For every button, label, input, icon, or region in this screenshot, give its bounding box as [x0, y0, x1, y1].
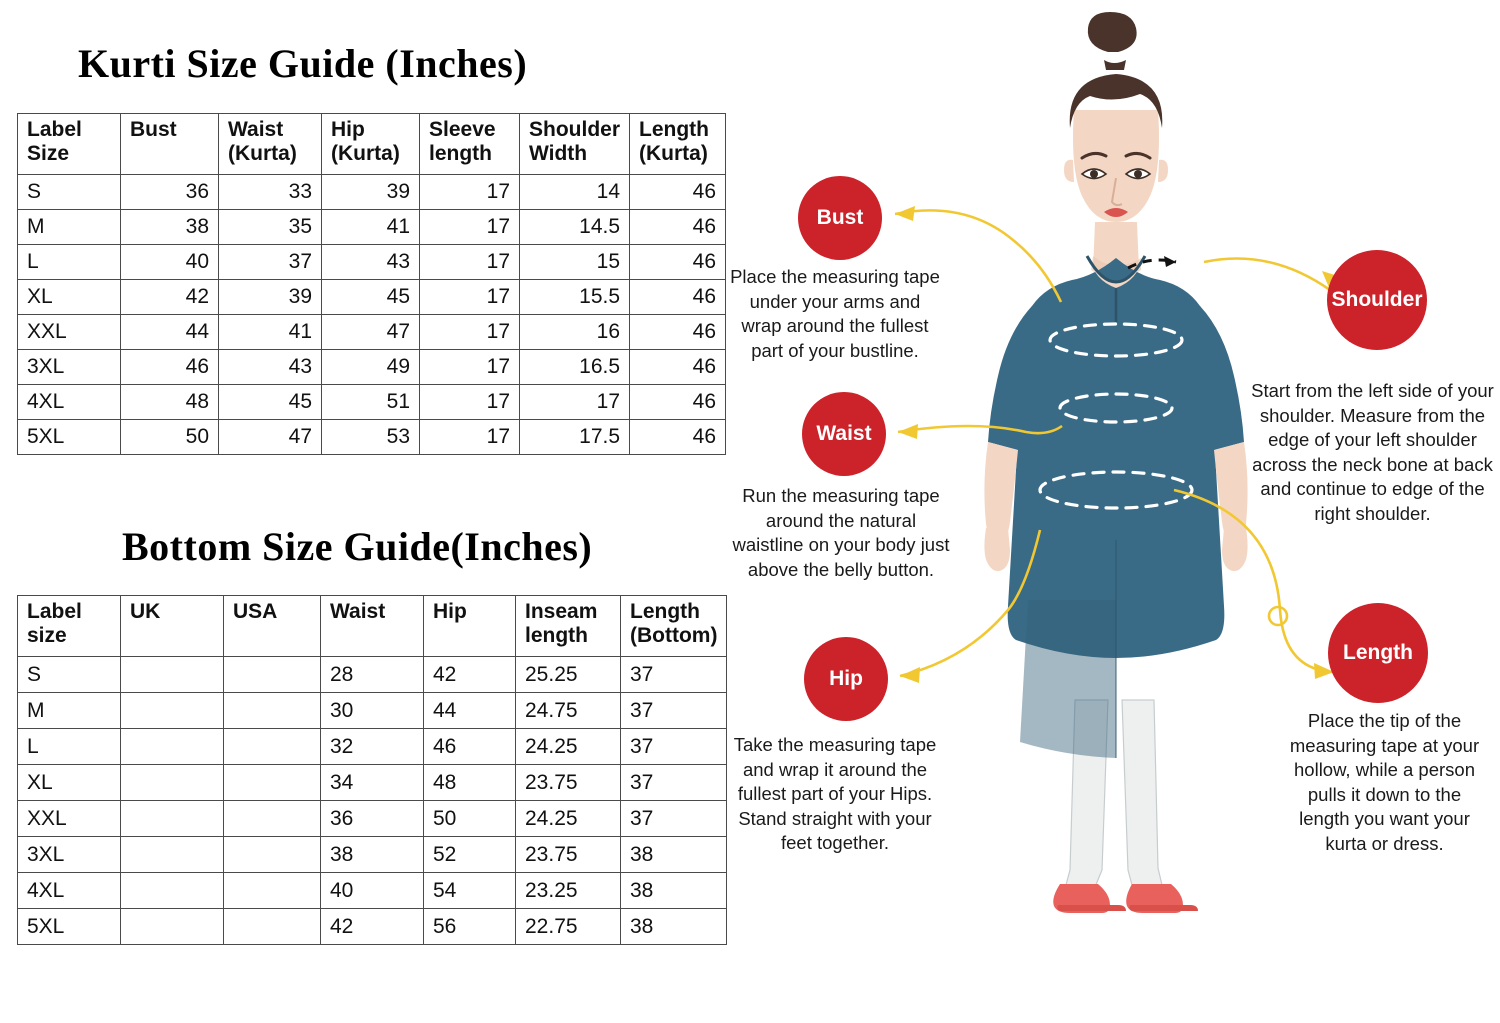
badge-length[interactable]: Length: [1328, 603, 1428, 703]
cell-sleeve-length: 17: [420, 420, 520, 455]
cell-length-bottom: 38: [621, 873, 727, 909]
cell-uk: [121, 657, 224, 693]
table-row: [18, 280, 726, 315]
cell-length: 46: [630, 420, 726, 455]
cell-inseam-length: 22.75: [516, 909, 621, 945]
cell-length: 46: [630, 315, 726, 350]
cell-shoulder-width: 16.5: [520, 350, 630, 385]
cell-label-size: S: [18, 175, 121, 210]
column-header-sleeve-length: Sleeve length: [420, 114, 520, 175]
column-header-waist-kurta: Waist (Kurta): [219, 114, 322, 175]
table-row: [18, 350, 726, 385]
cell-sleeve-length: 17: [420, 245, 520, 280]
cell-hip: 48: [424, 765, 516, 801]
kurti-size-table: [17, 113, 726, 455]
cell-hip: 42: [424, 657, 516, 693]
cell-waist: 45: [219, 385, 322, 420]
cell-shoulder-width: 17.5: [520, 420, 630, 455]
badge-bust[interactable]: Bust: [798, 176, 882, 260]
table-row: [18, 693, 727, 729]
cell-sleeve-length: 17: [420, 350, 520, 385]
cell-shoulder-width: 15: [520, 245, 630, 280]
cell-inseam-length: 23.75: [516, 765, 621, 801]
cell-inseam-length: 24.25: [516, 801, 621, 837]
cell-waist: 42: [321, 909, 424, 945]
cell-label-size: S: [18, 657, 121, 693]
cell-shoulder-width: 15.5: [520, 280, 630, 315]
cell-length: 46: [630, 210, 726, 245]
cell-waist: 40: [321, 873, 424, 909]
cell-length-bottom: 38: [621, 837, 727, 873]
cell-hip: 56: [424, 909, 516, 945]
caption-shoulder: Start from the left side of your shoulder. Measure from the edge of your left shoulder across the neck bone at back and continue to edge of the right shoulder.: [1251, 380, 1494, 524]
cell-hip: 53: [322, 420, 420, 455]
cell-waist: 47: [219, 420, 322, 455]
cell-length: 46: [630, 245, 726, 280]
column-header-hip-kurta: Hip (Kurta): [322, 114, 420, 175]
cell-shoulder-width: 14.5: [520, 210, 630, 245]
cell-usa: [224, 693, 321, 729]
cell-bust: 40: [121, 245, 219, 280]
table-row: [18, 245, 726, 280]
cell-label-size: 3XL: [18, 350, 121, 385]
measurement-diagram: [730, 0, 1500, 1023]
cell-bust: 38: [121, 210, 219, 245]
cell-waist: 30: [321, 693, 424, 729]
badge-waist[interactable]: Waist: [802, 392, 886, 476]
cell-bust: 48: [121, 385, 219, 420]
cell-length: 46: [630, 350, 726, 385]
column-header-uk: UK: [121, 596, 224, 657]
cell-bust: 36: [121, 175, 219, 210]
caption-waist: Run the measuring tape around the natural waistline on your body just above the belly button.: [732, 485, 950, 580]
cell-uk: [121, 801, 224, 837]
cell-inseam-length: 24.75: [516, 693, 621, 729]
cell-uk: [121, 837, 224, 873]
cell-length: 46: [630, 385, 726, 420]
table-row: [18, 801, 727, 837]
cell-waist: 41: [219, 315, 322, 350]
column-header-hip: Hip: [424, 596, 516, 657]
cell-hip: 39: [322, 175, 420, 210]
column-header-shoulder-width: Shoulder Width: [520, 114, 630, 175]
cell-usa: [224, 657, 321, 693]
cell-label-size: 4XL: [18, 873, 121, 909]
caption-bust: Place the measuring tape under your arms and wrap around the fullest part of your bustline.: [730, 266, 940, 361]
cell-hip: 52: [424, 837, 516, 873]
table-row: [18, 210, 726, 245]
table-row: [18, 315, 726, 350]
column-header-bust: Bust: [121, 114, 219, 175]
cell-label-size: L: [18, 729, 121, 765]
length-connector-dot: [1269, 607, 1287, 625]
cell-shoulder-width: 16: [520, 315, 630, 350]
cell-label-size: M: [18, 210, 121, 245]
cell-uk: [121, 765, 224, 801]
cell-shoulder-width: 17: [520, 385, 630, 420]
column-header-length-bottom: Length (Bottom): [621, 596, 727, 657]
cell-label-size: XXL: [18, 315, 121, 350]
cell-inseam-length: 23.25: [516, 873, 621, 909]
table-row: [18, 175, 726, 210]
shoulder-tape-arrowhead: [1164, 256, 1176, 267]
cell-hip: 43: [322, 245, 420, 280]
bottom-size-guide-title: Bottom Size Guide(Inches): [122, 524, 593, 569]
cell-waist: 39: [219, 280, 322, 315]
cell-sleeve-length: 17: [420, 385, 520, 420]
cell-waist: 38: [321, 837, 424, 873]
cell-waist: 33: [219, 175, 322, 210]
cell-label-size: L: [18, 245, 121, 280]
cell-inseam-length: 25.25: [516, 657, 621, 693]
cell-label-size: 4XL: [18, 385, 121, 420]
cell-usa: [224, 837, 321, 873]
cell-length: 46: [630, 175, 726, 210]
cell-inseam-length: 24.25: [516, 729, 621, 765]
table-row: [18, 765, 727, 801]
table-header-row: [18, 114, 726, 175]
cell-hip: 50: [424, 801, 516, 837]
cell-hip: 49: [322, 350, 420, 385]
cell-bust: 44: [121, 315, 219, 350]
cell-usa: [224, 873, 321, 909]
waist-arrowhead: [898, 424, 918, 439]
cell-waist: 43: [219, 350, 322, 385]
cell-uk: [121, 873, 224, 909]
cell-waist: 35: [219, 210, 322, 245]
cell-hip: 47: [322, 315, 420, 350]
cell-label-size: M: [18, 693, 121, 729]
cell-waist: 37: [219, 245, 322, 280]
cell-hip: 45: [322, 280, 420, 315]
table-row: [18, 420, 726, 455]
cell-length-bottom: 37: [621, 765, 727, 801]
cell-uk: [121, 693, 224, 729]
cell-sleeve-length: 17: [420, 280, 520, 315]
badge-shoulder[interactable]: Shoulder: [1327, 250, 1427, 350]
caption-hip: Take the measuring tape and wrap it around the fullest part of your Hips. Stand straight with your feet together.: [733, 734, 937, 854]
cell-waist: 28: [321, 657, 424, 693]
cell-usa: [224, 765, 321, 801]
table-row: [18, 729, 727, 765]
cell-length-bottom: 37: [621, 729, 727, 765]
column-header-inseam-length: Inseam length: [516, 596, 621, 657]
cell-usa: [224, 729, 321, 765]
cell-length-bottom: 37: [621, 693, 727, 729]
kurti-size-guide-title: Kurti Size Guide (Inches): [78, 41, 528, 86]
cell-length-bottom: 37: [621, 801, 727, 837]
cell-hip: 51: [322, 385, 420, 420]
cell-waist: 36: [321, 801, 424, 837]
bust-arrowhead: [895, 206, 915, 221]
cell-label-size: 3XL: [18, 837, 121, 873]
bottom-size-table: [17, 595, 727, 945]
cell-usa: [224, 909, 321, 945]
cell-bust: 46: [121, 350, 219, 385]
cell-hip: 46: [424, 729, 516, 765]
cell-sleeve-length: 17: [420, 175, 520, 210]
cell-hip: 54: [424, 873, 516, 909]
table-row: [18, 837, 727, 873]
cell-sleeve-length: 17: [420, 210, 520, 245]
table-row: [18, 873, 727, 909]
cell-length-bottom: 38: [621, 909, 727, 945]
female-model-figure: [984, 12, 1247, 913]
cell-length-bottom: 37: [621, 657, 727, 693]
column-header-waist: Waist: [321, 596, 424, 657]
column-header-label-size: Label Size: [18, 114, 121, 175]
caption-length: Place the tip of the measuring tape at your hollow, while a person pulls it down to the length you want your kurta or dress.: [1289, 710, 1480, 854]
cell-shoulder-width: 14: [520, 175, 630, 210]
cell-waist: 32: [321, 729, 424, 765]
cell-label-size: XXL: [18, 801, 121, 837]
cell-usa: [224, 801, 321, 837]
cell-sleeve-length: 17: [420, 315, 520, 350]
table-row: [18, 657, 727, 693]
cell-hip: 44: [424, 693, 516, 729]
table-row: [18, 385, 726, 420]
column-header-usa: USA: [224, 596, 321, 657]
cell-length: 46: [630, 280, 726, 315]
column-header-label-size: Label size: [18, 596, 121, 657]
cell-hip: 41: [322, 210, 420, 245]
shoulder-connector: [1204, 259, 1330, 291]
table-row: [18, 909, 727, 945]
column-header-length-kurta: Length (Kurta): [630, 114, 726, 175]
cell-uk: [121, 909, 224, 945]
cell-label-size: XL: [18, 765, 121, 801]
cell-bust: 50: [121, 420, 219, 455]
hip-arrowhead: [900, 667, 920, 683]
table-header-row: [18, 596, 727, 657]
cell-waist: 34: [321, 765, 424, 801]
cell-label-size: 5XL: [18, 420, 121, 455]
cell-label-size: XL: [18, 280, 121, 315]
cell-inseam-length: 23.75: [516, 837, 621, 873]
cell-label-size: 5XL: [18, 909, 121, 945]
cell-uk: [121, 729, 224, 765]
cell-bust: 42: [121, 280, 219, 315]
badge-hip[interactable]: Hip: [804, 637, 888, 721]
